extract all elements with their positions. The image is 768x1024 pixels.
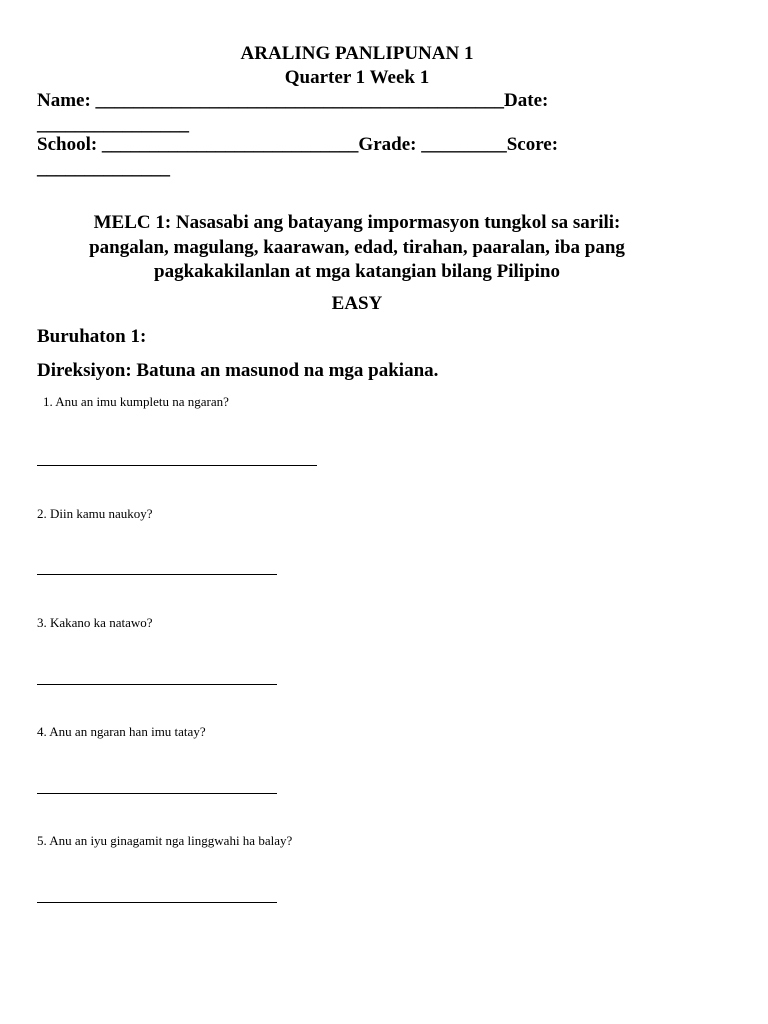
- melc-line-3: pagkakakilanlan at mga katangian bilang Pilipino: [154, 261, 560, 282]
- date-blank: ________________: [37, 114, 189, 135]
- answer-line-2[interactable]: [37, 574, 277, 575]
- name-date-line: Name: ___________________________________________Date:: [37, 90, 549, 111]
- difficulty-level: EASY: [331, 293, 383, 314]
- score-blank: ______________: [37, 158, 170, 179]
- question-2: 2. Diin kamu naukoy?: [37, 506, 153, 521]
- answer-line-1[interactable]: [37, 465, 317, 466]
- answer-line-3[interactable]: [37, 684, 277, 685]
- activity-title: Buruhaton 1:: [37, 326, 147, 347]
- answer-line-4[interactable]: [37, 793, 277, 794]
- answer-line-5[interactable]: [37, 902, 277, 903]
- question-1: 1. Anu an imu kumpletu na ngaran?: [43, 394, 229, 409]
- melc-statement: [0, 211, 714, 285]
- melc-line-1: MELC 1: Nasasabi ang batayang impormasyon tungkol sa sarili:: [93, 212, 621, 233]
- activity-directions: Direksiyon: Batuna an masunod na mga pakiana.: [37, 360, 439, 381]
- question-5: 5. Anu an iyu ginagamit nga linggwahi ha balay?: [37, 833, 293, 848]
- worksheet-subtitle: Quarter 1 Week 1: [284, 67, 430, 88]
- school-grade-score-line: School: ___________________________Grade: _________Score:: [37, 134, 559, 155]
- worksheet-title: ARALING PANLIPUNAN 1: [240, 43, 474, 64]
- question-4: 4. Anu an ngaran han imu tatay?: [37, 724, 206, 739]
- question-3: 3. Kakano ka natawo?: [37, 615, 153, 630]
- melc-line-2: pangalan, magulang, kaarawan, edad, tirahan, paaralan, iba pang: [89, 236, 625, 258]
